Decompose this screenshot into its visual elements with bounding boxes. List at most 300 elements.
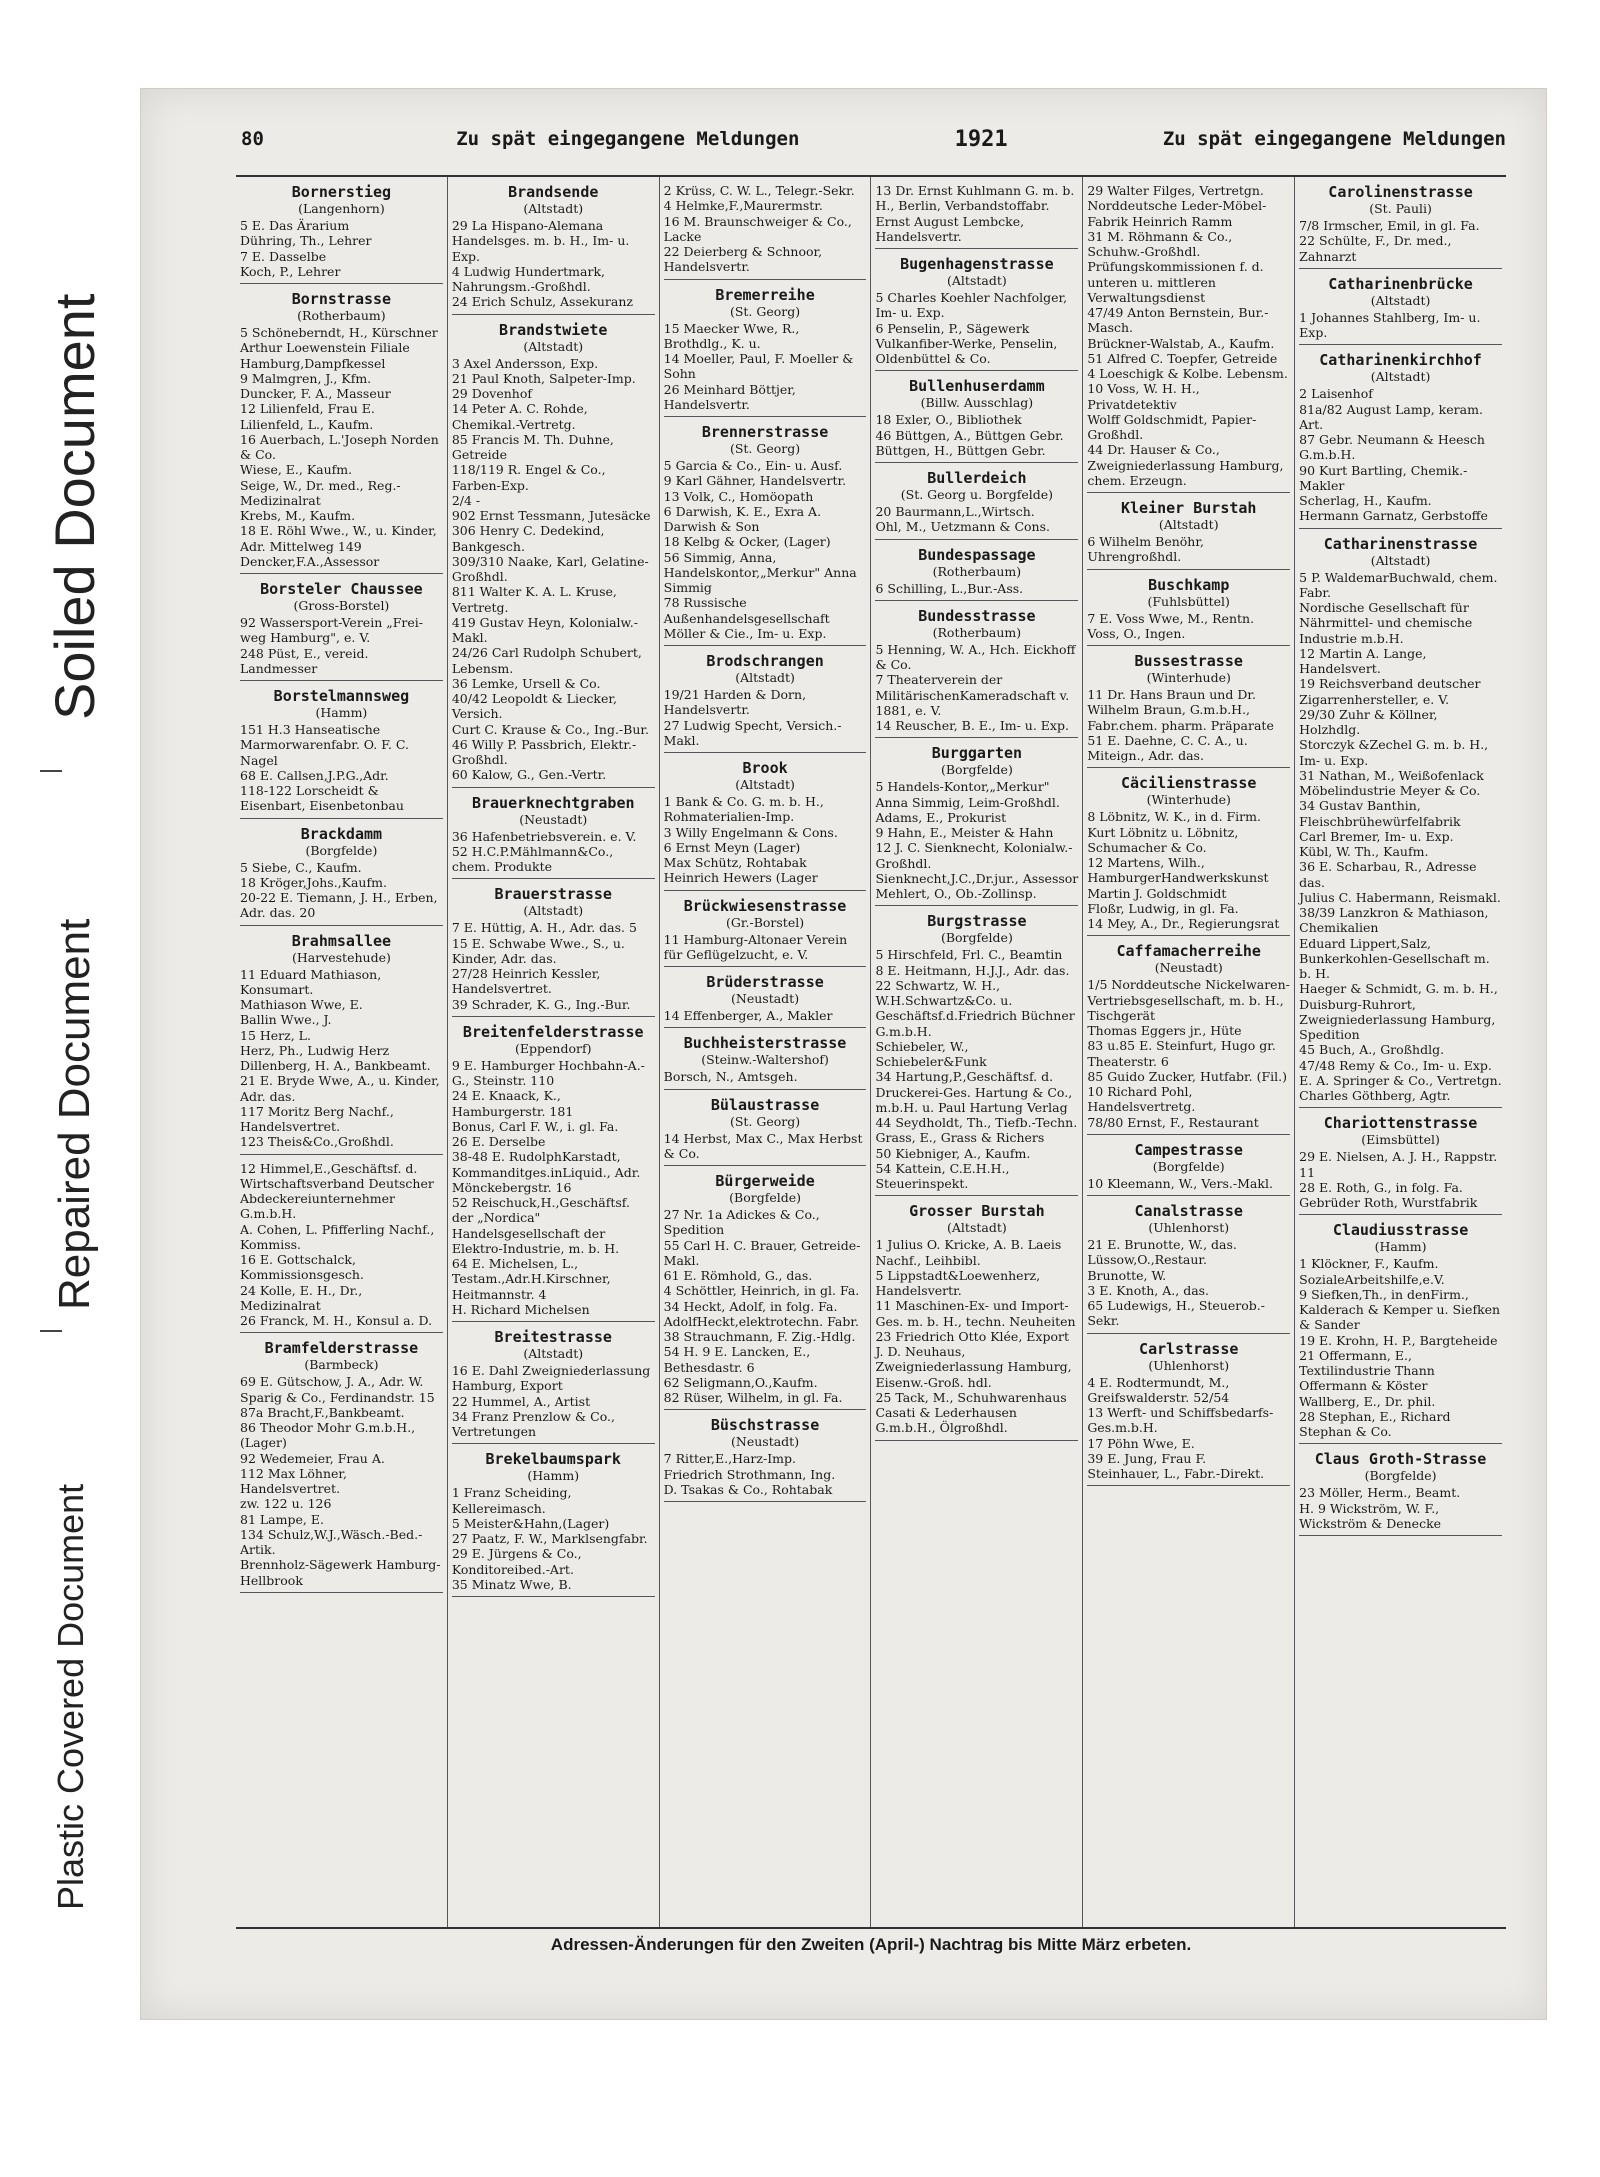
street-name: Campestrasse bbox=[1134, 1140, 1243, 1159]
directory-entry: 14 Mey, A., Dr., Regierungsrat bbox=[1087, 916, 1280, 931]
directory-entry: 46 Büttgen, A., Büttgen Gebr. bbox=[875, 427, 1064, 443]
directory-entry: 34 Gustav Banthin, Fleischbrühewürfelfabrik bbox=[1299, 798, 1461, 829]
directory-entry: 85 Guido Zucker, Hutfabr. (Fil.) bbox=[1087, 1068, 1287, 1084]
street-name: Carolinenstrasse bbox=[1328, 183, 1473, 201]
directory-entry: Voss, O., Ingen. bbox=[1087, 625, 1186, 641]
directory-entry: Norddeutsche Leder-Möbel-Fabrik Heinrich Ramm bbox=[1087, 198, 1267, 229]
street-district: (Fuhlsbüttel) bbox=[1147, 593, 1230, 609]
street-section bbox=[1299, 529, 1502, 1109]
street-district: (Uhlenhorst) bbox=[1148, 1220, 1230, 1235]
directory-entry: 92 Wassersport-Verein „Frei-weg Hamburg", e. V. bbox=[240, 615, 423, 646]
directory-entry: Casati & Lederhausen G.m.b.H., Ölgroßhdl. bbox=[875, 1405, 1017, 1436]
directory-entry: 82 Rüser, Wilhelm, in gl. Fa. bbox=[663, 1390, 843, 1405]
directory-entry: 4 Ludwig Hundertmark, Nahrungsm.-Großhdl. bbox=[451, 263, 606, 294]
directory-entry: Wallberg, E., Dr. phil. bbox=[1299, 1393, 1436, 1409]
directory-entry: 7 E. Hüttig, A. H., Adr. das. 5 bbox=[451, 920, 637, 936]
directory-entry: 14 Herbst, Max C., Max Herbst & Co. bbox=[663, 1130, 863, 1161]
directory-entry: 1 Klöckner, F., Kaufm. bbox=[1299, 1256, 1439, 1272]
directory-entry: 45 Buch, A., Großhdlg. bbox=[1299, 1042, 1445, 1058]
street-section bbox=[1299, 1444, 1502, 1536]
header-left-title: Zu spät eingegangene Meldungen bbox=[456, 128, 800, 150]
street-section bbox=[452, 315, 655, 788]
street-district: (Rotherbaum) bbox=[932, 624, 1022, 640]
directory-entry: 902 Ernst Tessmann, Jutesäcke bbox=[451, 508, 651, 523]
directory-entry: 5 Lippstadt&Loewenherz, Handelsvertr. bbox=[875, 1267, 1041, 1298]
street-district: (Neustadt) bbox=[519, 811, 588, 827]
directory-entry: 26 E. Derselbe bbox=[451, 1134, 546, 1149]
street-section bbox=[875, 738, 1078, 906]
directory-entry: 151 H.3 Hanseatische Marmorwarenfabr. O. F. C. Nagel bbox=[240, 722, 410, 768]
directory-entry: 26 Meinhard Böttjer, Handelsvertr. bbox=[663, 381, 796, 412]
street-name: Buchheisterstrasse bbox=[683, 1034, 847, 1053]
directory-entry: Borsch, N., Amtsgeh. bbox=[663, 1069, 798, 1085]
directory-entry: 13 Dr. Ernst Kuhlmann G. m. b. H., Berlin, Verbandstoffabr. bbox=[875, 183, 1075, 214]
street-district: (Borgfelde) bbox=[1364, 1468, 1437, 1484]
street-name: Bussestrasse bbox=[1134, 652, 1243, 670]
directory-entry: Sienknecht,J.C.,Dr.jur., Assessor bbox=[875, 870, 1079, 886]
street-section bbox=[875, 1196, 1078, 1440]
directory-entry: 24/26 Carl Rudolph Schubert, Lebensm. bbox=[451, 645, 642, 676]
street-district: (Altstadt) bbox=[1370, 292, 1431, 308]
directory-entry: 5 Charles Koehler Nachfolger, Im- u. Exp. bbox=[875, 290, 1068, 321]
directory-column bbox=[448, 177, 660, 1927]
directory-entry: Lilienfeld, L., Kaufm. bbox=[240, 416, 374, 432]
directory-entry: 81 Lampe, E. bbox=[240, 1511, 324, 1527]
directory-entry: 16 E. Gottschalck, Kommissionsgesch. bbox=[240, 1252, 364, 1283]
directory-entry: 47/48 Remy & Co., Im- u. Exp. bbox=[1299, 1057, 1492, 1073]
street-section bbox=[875, 906, 1078, 1196]
street-district: (St. Georg) bbox=[729, 303, 801, 319]
street-section bbox=[664, 1090, 867, 1167]
street-name: Brekelbaumspark bbox=[485, 1450, 621, 1469]
directory-entry: 7 E. Voss Wwe, M., Rentn. bbox=[1087, 610, 1255, 626]
directory-entry: 62 Seligmann,O.,Kaufm. bbox=[663, 1374, 818, 1390]
directory-entry: 36 E. Scharbau, R., Adresse das. bbox=[1299, 859, 1477, 890]
directory-entry: Bonus, Carl F. W., i. gl. Fa. bbox=[451, 1118, 619, 1134]
directory-entry: 18 E. Röhl Wwe., W., u. Kinder, Adr. Mittelweg 149 bbox=[240, 523, 437, 554]
street-section bbox=[1299, 345, 1502, 528]
street-name: Brauerstrasse bbox=[494, 885, 612, 904]
directory-entry: 13 Volk, C., Homöopath bbox=[663, 488, 814, 504]
street-district: (Winterhude) bbox=[1146, 670, 1231, 685]
street-name: Brennerstrasse bbox=[701, 423, 829, 441]
street-name: Brodschrangen bbox=[706, 652, 824, 670]
directory-entry: 12 Himmel,E.,Geschäftsf. d. Wirtschaftsverband Deutscher Abdeckereiunternehmer G.m.b.H. bbox=[240, 1160, 434, 1222]
street-district: (Gross-Borstel) bbox=[293, 598, 390, 613]
directory-entry: 3 Axel Andersson, Exp. bbox=[451, 355, 599, 371]
directory-entry: 60 Kalow, G., Gen.-Vertr. bbox=[451, 767, 607, 783]
street-name: Canalstrasse bbox=[1134, 1202, 1243, 1220]
directory-entry: 7 Theaterverein der MilitärischenKameradschaft v. 1881, e. V. bbox=[875, 672, 1070, 718]
street-district: (Harvestehude) bbox=[291, 949, 391, 965]
soiled-document-label: Soiled Document bbox=[43, 293, 106, 720]
street-district: (Billw. Ausschlag) bbox=[920, 395, 1034, 411]
street-district: (Langenhorn) bbox=[298, 201, 385, 216]
directory-entry: Nordische Gesellschaft für Nährmittel- und chemische Industrie m.b.H. bbox=[1299, 600, 1473, 646]
street-district: (Eimsbüttel) bbox=[1361, 1132, 1440, 1148]
directory-entry: 23 Möller, Herm., Beamt. bbox=[1299, 1485, 1461, 1501]
street-district: (St. Georg u. Borgfelde) bbox=[900, 487, 1054, 502]
directory-entry: Prüfungskommissionen f. d. unteren u. mittleren Verwaltungsdienst bbox=[1087, 259, 1264, 305]
street-section bbox=[1087, 768, 1290, 936]
directory-entry: 10 Richard Pohl, Handelsvertretg. bbox=[1087, 1084, 1196, 1115]
street-section bbox=[452, 1017, 655, 1322]
directory-entry: Gebrüder Roth, Wurstfabrik bbox=[1299, 1195, 1478, 1210]
street-section bbox=[875, 177, 1078, 249]
directory-entry: 20 Baurmann,L.,Wirtsch. bbox=[875, 504, 1035, 519]
street-name: Bülaustrasse bbox=[710, 1095, 820, 1114]
directory-entry: 52 Reischuck,H.,Geschäftsf. der „Nordica" Handelsgesellschaft der Elektro-Industrie, m. b. H. bbox=[451, 1195, 630, 1256]
street-name: Burggarten bbox=[931, 744, 1023, 763]
directory-entry: 3 E. Knoth, A., das. bbox=[1087, 1282, 1210, 1298]
directory-entry: 15 Herz, L. bbox=[240, 1027, 311, 1043]
directory-column bbox=[236, 177, 448, 1927]
directory-columns bbox=[236, 175, 1506, 1927]
street-district: (St. Pauli) bbox=[1369, 201, 1432, 216]
street-section bbox=[875, 371, 1078, 463]
street-name: Claudiusstrasse bbox=[1332, 1221, 1469, 1240]
directory-entry: 65 Ludewigs, H., Steuerob.-Sekr. bbox=[1087, 1298, 1265, 1329]
directory-entry: 19/21 Harden & Dorn, Handelsvertr. bbox=[663, 687, 807, 718]
directory-entry: Lüssow,O.,Restaur. bbox=[1087, 1252, 1207, 1268]
street-district: (Altstadt) bbox=[523, 1346, 584, 1361]
label-divider bbox=[40, 1330, 62, 1332]
directory-entry: 44 Seydholdt, Th., Tiefb.-Techn. bbox=[875, 1115, 1078, 1130]
directory-entry: Mehlert, O., Ob.-Zollinsp. bbox=[875, 886, 1037, 901]
directory-entry: AdolfHeckt,elektrotechn. Fabr. bbox=[663, 1313, 859, 1329]
directory-entry: 419 Gustav Heyn, Kolonialw.-Makl. bbox=[451, 614, 638, 645]
directory-entry: 112 Max Löhner, Handelsvertret. bbox=[240, 1465, 348, 1496]
directory-entry: 22 Schwartz, W. H., W.H.Schwartz&Co. u. Geschäftsf.d.Friedrich Büchner G.m.b.H. bbox=[875, 977, 1075, 1039]
directory-entry: 2/4 - bbox=[451, 492, 481, 508]
header-right-title: Zu spät eingegangene Meldungen bbox=[1162, 128, 1506, 150]
directory-entry: 5 P. WaldemarBuchwald, chem. Fabr. bbox=[1299, 569, 1498, 600]
directory-column bbox=[660, 177, 872, 1927]
directory-entry: Scherlag, H., Kaufm. bbox=[1299, 493, 1432, 508]
directory-entry: 87 Gebr. Neumann & Heesch G.m.b.H. bbox=[1299, 432, 1485, 463]
directory-entry: 44 Dr. Hauser & Co., Zweigniederlassung Hamburg, chem. Erzeugn. bbox=[1087, 442, 1284, 488]
directory-entry: 56 Simmig, Anna, Handelskontor,„Merkur" Anna Simmig bbox=[663, 549, 857, 595]
directory-entry: 31 M. Röhmann & Co., Schuhw.-Großhdl. bbox=[1087, 228, 1233, 259]
directory-entry: 40/42 Leopoldt & Liecker, Versich. bbox=[451, 691, 617, 722]
street-section bbox=[664, 280, 867, 418]
street-section bbox=[240, 1155, 443, 1334]
street-name: Burgstrasse bbox=[927, 912, 1027, 931]
street-name: Catharinenstrasse bbox=[1323, 534, 1478, 553]
directory-entry: 4 Schöttler, Heinrich, in gl. Fa. bbox=[663, 1283, 860, 1299]
directory-entry: 78 Russische Außenhandelsgesellschaft Möller & Cie., Im- u. Exp. bbox=[663, 595, 830, 641]
directory-entry: A. Cohen, L. Pfifferling Nachf., Kommiss. bbox=[240, 1221, 435, 1252]
directory-entry: Haeger & Schmidt, G. m. b. H., Duisburg-Ruhrort, Zweigniederlassung Hamburg, Spedition bbox=[1299, 981, 1498, 1042]
directory-entry: 22 Deierberg & Schnoor, Handelsvertr. bbox=[663, 244, 823, 275]
street-section bbox=[1299, 1108, 1502, 1215]
directory-entry: Koch, P., Lehrer bbox=[240, 263, 341, 279]
page-footer bbox=[236, 1927, 1506, 1961]
street-district: (Hamm) bbox=[315, 705, 368, 720]
directory-entry: 18 Kröger,Johs.,Kaufm. bbox=[240, 874, 387, 890]
street-name: Borstelmannsweg bbox=[273, 687, 410, 705]
street-name: Carlstrasse bbox=[1139, 1339, 1239, 1358]
street-district: (Borgfelde) bbox=[729, 1190, 801, 1205]
directory-entry: 10 Voss, W. H. H., Privatdetektiv bbox=[1087, 381, 1200, 412]
directory-entry: Duncker, F. A., Masseur bbox=[240, 386, 391, 401]
directory-entry: Thomas Eggers jr., Hüte bbox=[1087, 1023, 1242, 1038]
directory-entry: Adams, E., Prokurist bbox=[875, 809, 1007, 825]
directory-entry: 16 Auerbach, L.'Joseph Norden & Co. bbox=[240, 431, 439, 462]
street-section bbox=[240, 1333, 443, 1593]
directory-entry: 9 Siefken,Th., in denFirm., Kalderach & Kemper u. Siefken & Sander bbox=[1299, 1286, 1501, 1333]
directory-entry: 92 Wedemeier, Frau A. bbox=[240, 1450, 385, 1466]
directory-entry: 5 Garcia & Co., Ein- u. Ausf. bbox=[663, 458, 843, 473]
street-section bbox=[240, 681, 443, 819]
directory-entry: Brückner-Walstab, A., Kaufm. bbox=[1087, 335, 1275, 351]
directory-entry: 5 Schöneberndt, H., Kürschner bbox=[240, 325, 438, 340]
directory-entry: 27 Nr. 1a Adickes & Co., Spedition bbox=[663, 1207, 820, 1238]
directory-entry: Storczyk &Zechel G. m. b. H., Im- u. Exp. bbox=[1299, 737, 1489, 768]
directory-entry: 25 Tack, M., Schuhwarenhaus bbox=[875, 1389, 1067, 1405]
directory-entry: Büttgen, H., Büttgen Gebr. bbox=[875, 442, 1046, 458]
street-district: (Barmbeck) bbox=[304, 1357, 379, 1373]
street-district: (Altstadt) bbox=[735, 777, 795, 792]
street-section bbox=[664, 753, 867, 891]
directory-entry: 22 Schülte, F., Dr. med., Zahnarzt bbox=[1299, 233, 1452, 264]
street-district: (Altstadt) bbox=[947, 273, 1007, 288]
directory-entry: 29 La Hispano-Alemana Handelsges. m. b. H., Im- u. Exp. bbox=[451, 218, 630, 264]
directory-entry: Brennholz-Sägewerk Hamburg-Hellbrook bbox=[240, 1557, 441, 1588]
directory-entry: 18 Kelbg & Ocker, (Lager) bbox=[663, 534, 831, 550]
directory-entry: 34 Heckt, Adolf, in folg. Fa. bbox=[663, 1298, 838, 1314]
directory-entry: H. 9 Wickström, W. F., Wickström & Denecke bbox=[1299, 1500, 1442, 1531]
street-section bbox=[1087, 1135, 1290, 1196]
directory-entry: 15 Maecker Wwe, R., Brothdlg., K. u. bbox=[663, 320, 800, 351]
directory-entry: 21 Offermann, E., Textilindustrie Thann Offermann & Köster bbox=[1299, 1347, 1435, 1394]
directory-entry: Charles Göthberg, Agtr. bbox=[1299, 1088, 1451, 1103]
directory-entry: 54 Kattein, C.E.H.H., Steuerinspekt. bbox=[875, 1160, 1010, 1191]
street-name: Brauerknechtgraben bbox=[471, 793, 635, 812]
street-section bbox=[240, 177, 443, 284]
street-section bbox=[1299, 269, 1502, 346]
directory-entry: Friedrich Strothmann, Ing. bbox=[663, 1466, 836, 1482]
directory-entry: 14 Moeller, Paul, F. Moeller & Sohn bbox=[663, 351, 854, 382]
street-name: Büschstrasse bbox=[710, 1416, 820, 1435]
street-section bbox=[875, 463, 1078, 540]
street-district: (Neustadt) bbox=[731, 991, 800, 1006]
directory-entry: 18 Exler, O., Bibliothek bbox=[875, 412, 1022, 428]
street-section bbox=[1087, 177, 1290, 493]
directory-entry: 51 E. Daehne, C. C. A., u. Miteign., Adr. das. bbox=[1087, 732, 1248, 763]
street-section bbox=[1087, 570, 1290, 647]
directory-entry: 36 Lemke, Ursell & Co. bbox=[451, 675, 601, 691]
directory-entry: 5 Meister&Hahn,(Lager) bbox=[451, 1515, 610, 1531]
street-section bbox=[664, 1410, 867, 1502]
directory-entry: 4 Helmke,F.,Maurermstr. bbox=[663, 198, 823, 214]
page-header bbox=[241, 121, 1506, 157]
directory-entry: Max Schütz, Rohtabak bbox=[663, 855, 807, 870]
street-section bbox=[1087, 936, 1290, 1135]
directory-entry: 39 E. Jung, Frau F. bbox=[1087, 1450, 1207, 1466]
directory-entry: 12 J. C. Sienknecht, Kolonialw.-Großhdl. bbox=[875, 840, 1073, 871]
directory-entry: 23 Friedrich Otto Klée, Export bbox=[875, 1328, 1069, 1344]
directory-entry: 22 Hummel, A., Artist bbox=[451, 1393, 591, 1409]
directory-entry: Wiese, E., Kaufm. bbox=[240, 462, 353, 478]
street-section bbox=[875, 540, 1078, 601]
directory-entry: 6 Ernst Meyn (Lager) bbox=[663, 839, 801, 855]
directory-entry: 27 Ludwig Specht, Versich.-Makl. bbox=[663, 717, 842, 748]
directory-entry: 811 Walter K. A. L. Kruse, Vertretg. bbox=[451, 584, 617, 615]
directory-entry: 17 Pöhn Wwe, E. bbox=[1087, 1435, 1195, 1451]
directory-entry: 5 Hirschfeld, Frl. C., Beamtin bbox=[875, 947, 1063, 963]
directory-entry: Schiebeler, W., Schiebeler&Funk bbox=[875, 1038, 987, 1069]
street-name: Kleiner Burstah bbox=[1120, 499, 1257, 517]
street-district: (Steinw.-Waltershof) bbox=[701, 1052, 829, 1068]
street-name: Cäcilienstrasse bbox=[1120, 774, 1257, 793]
directory-entry: 9 Hahn, E., Meister & Hahn bbox=[875, 825, 1054, 840]
street-name: Bornstrasse bbox=[291, 290, 392, 308]
directory-entry: 26 Franck, M. H., Konsul a. D. bbox=[240, 1313, 433, 1328]
directory-entry: Brunotte, W. bbox=[1087, 1267, 1167, 1283]
directory-entry: 21 Paul Knoth, Salpeter-Imp. bbox=[451, 370, 636, 386]
street-section bbox=[452, 788, 655, 880]
repaired-document-label: Repaired Document bbox=[50, 918, 99, 1310]
street-district: (Borgfelde) bbox=[1152, 1158, 1225, 1174]
street-section bbox=[664, 891, 867, 968]
directory-entry: 21 E. Bryde Wwe, A., u. Kinder, Adr. das. bbox=[240, 1073, 440, 1104]
directory-entry: 9 Malmgren, J., Kfm. bbox=[240, 370, 372, 386]
directory-entry: Ernst August Lembcke, Handelsvertr. bbox=[875, 213, 1025, 244]
directory-entry: 15 E. Schwabe Wwe., S., u. Kinder, Adr. das. bbox=[451, 935, 625, 966]
directory-entry: 1/5 Norddeutsche Nickelwaren-Vertriebsgesellschaft, m. b. H., Tischgerät bbox=[1087, 977, 1290, 1023]
directory-entry: Arthur Loewenstein Filiale Hamburg,Dampfkessel bbox=[240, 340, 410, 371]
directory-entry: 14 Effenberger, A., Makler bbox=[663, 1008, 833, 1023]
street-district: (Gr.-Borstel) bbox=[726, 914, 805, 930]
directory-entry: 21 E. Brunotte, W., das. bbox=[1087, 1237, 1237, 1252]
directory-entry: J. D. Neuhaus, Zweigniederlassung Hamburg, Eisenw.-Groß. hdl. bbox=[875, 1344, 1072, 1390]
directory-entry: 12 Martens, Wilh., HamburgerHandwerkskunst Martin J. Goldschmidt bbox=[1087, 855, 1269, 901]
street-name: Borsteler Chaussee bbox=[260, 580, 423, 598]
directory-entry: 123 Theis&Co.,Großhdl. bbox=[240, 1134, 394, 1150]
street-section bbox=[664, 417, 867, 646]
label-divider bbox=[40, 770, 62, 772]
street-district: (Rotherbaum) bbox=[932, 563, 1022, 579]
directory-entry: zw. 122 u. 126 bbox=[240, 1496, 332, 1512]
directory-entry: 19 Reichsverband deutscher Zigarrenhersteller, e. V. bbox=[1299, 676, 1481, 707]
street-name: Chariottenstrasse bbox=[1323, 1114, 1478, 1133]
directory-column bbox=[1295, 177, 1506, 1927]
street-district: (Altstadt) bbox=[1370, 369, 1431, 385]
street-section bbox=[452, 177, 655, 315]
street-section bbox=[1087, 493, 1290, 570]
street-section bbox=[1087, 1196, 1290, 1334]
directory-entry: Ballin Wwe., J. bbox=[240, 1012, 332, 1028]
directory-entry: 64 E. Michelsen, L., Testam.,Adr.H.Kirschner, Heitmannstr. 4 bbox=[451, 1256, 611, 1302]
directory-entry: 29 Walter Filges, Vertretgn. bbox=[1087, 183, 1264, 198]
directory-entry: Mathiason Wwe, E. bbox=[240, 997, 363, 1012]
directory-entry: 248 Püst, E., vereid. Landmesser bbox=[240, 645, 369, 676]
street-district: (Winterhude) bbox=[1146, 792, 1231, 808]
directory-entry: Kübl, W. Th., Kaufm. bbox=[1299, 844, 1429, 859]
street-district: (Altstadt) bbox=[523, 338, 584, 354]
directory-entry: 12 Martin A. Lange, Handelsvert. bbox=[1299, 645, 1427, 676]
directory-entry: 46 Willy P. Passbrich, Elektr.-Großhdl. bbox=[451, 736, 637, 767]
directory-entry: 7 E. Dasselbe bbox=[240, 248, 327, 264]
directory-entry: 81a/82 August Lamp, keram. Art. bbox=[1299, 401, 1483, 432]
directory-entry: 31 Nathan, M., Weißofenlack Möbelindustrie Meyer & Co. bbox=[1299, 767, 1484, 798]
directory-entry: 118/119 R. Engel & Co., Farben-Exp. bbox=[451, 462, 606, 493]
directory-entry: 90 Kurt Bartling, Chemik.-Makler bbox=[1299, 462, 1468, 493]
street-district: (Borgfelde) bbox=[940, 930, 1013, 946]
street-section bbox=[1087, 1334, 1290, 1487]
directory-entry: 2 Laisenhof bbox=[1299, 386, 1373, 402]
street-name: Catharinenkirchhof bbox=[1319, 351, 1482, 370]
directory-entry: 35 Minatz Wwe, B. bbox=[451, 1576, 572, 1592]
directory-entry: 28 Stephan, E., Richard Stephan & Co. bbox=[1299, 1408, 1451, 1439]
street-section bbox=[240, 284, 443, 574]
directory-entry: 13 Werft- und Schiffsbedarfs-Ges.m.b.H. bbox=[1087, 1405, 1274, 1436]
street-name: Bullenhuserdamm bbox=[909, 377, 1045, 396]
directory-entry: Herz, Ph., Ludwig Herz bbox=[240, 1042, 390, 1058]
directory-entry: 52 H.C.P.Mählmann&Co., chem. Produkte bbox=[451, 843, 614, 874]
directory-entry: 86 Theodor Mohr G.m.b.H., (Lager) bbox=[240, 1420, 416, 1451]
street-name: Brook bbox=[742, 759, 788, 777]
street-name: Bugenhagenstrasse bbox=[900, 255, 1054, 273]
directory-entry: 5 Siebe, C., Kaufm. bbox=[240, 859, 362, 875]
directory-entry: 5 Handels-Kontor,„Merkur" Anna Simmig, Leim-Großhdl. bbox=[875, 779, 1060, 810]
directory-entry: Hermann Garnatz, Gerbstoffe bbox=[1299, 508, 1488, 524]
directory-entry: Krebs, M., Kaufm. bbox=[240, 508, 356, 523]
street-section bbox=[452, 1444, 655, 1597]
directory-entry: 55 Carl H. C. Brauer, Getreide-Makl. bbox=[663, 1237, 861, 1268]
directory-entry: 4 E. Rodtermundt, M., Greifswalderstr. 52/54 bbox=[1087, 1374, 1230, 1405]
directory-entry: 9 Karl Gähner, Handelsvertr. bbox=[663, 473, 847, 489]
directory-entry: Floßr, Ludwig, in gl. Fa. bbox=[1087, 900, 1239, 916]
street-section bbox=[452, 1322, 655, 1444]
street-section bbox=[240, 926, 443, 1155]
directory-column bbox=[871, 177, 1083, 1927]
directory-entry: 14 Peter A. C. Rohde, Chemikal.-Vertretg. bbox=[451, 401, 588, 432]
directory-entry: 61 E. Römhold, G., das. bbox=[663, 1268, 813, 1283]
directory-entry: 87a Bracht,F.,Bankbeamt. bbox=[240, 1404, 405, 1420]
street-name: Bundesstrasse bbox=[918, 606, 1036, 625]
directory-entry: 39 Schrader, K. G., Ing.-Bur. bbox=[451, 996, 631, 1012]
directory-entry: 38 Strauchmann, F. Zig.-Hdlg. bbox=[663, 1329, 856, 1344]
street-district: (Neustadt) bbox=[1154, 960, 1223, 976]
street-district: (St. Georg) bbox=[729, 1113, 801, 1129]
directory-entry: H. Richard Michelsen bbox=[451, 1301, 590, 1317]
directory-entry: 5 E. Das Ärarium bbox=[240, 218, 350, 233]
directory-entry: 51 Alfred C. Toepfer, Getreide bbox=[1087, 350, 1278, 366]
directory-entry: 309/310 Naake, Karl, Gelatine-Großhdl. bbox=[451, 553, 649, 584]
street-name: Buschkamp bbox=[1148, 575, 1230, 594]
directory-entry: 11 Dr. Hans Braun und Dr. Wilhelm Braun, G.m.b.H., Fabr.chem. pharm. Präparate bbox=[1087, 687, 1274, 733]
directory-entry: 1 Bank & Co. G. m. b. H., Rohmaterialien-Imp. bbox=[663, 794, 824, 825]
street-district: (Altstadt) bbox=[1370, 552, 1431, 568]
street-name: Brackdamm bbox=[300, 824, 383, 843]
directory-entry: 117 Moritz Berg Nachf., Handelsvertret. bbox=[240, 1103, 394, 1134]
directory-entry: 27/28 Heinrich Kessler, Handelsvertret. bbox=[451, 966, 601, 997]
street-name: Bremerreihe bbox=[715, 285, 815, 304]
street-name: Brückwiesenstrasse bbox=[683, 896, 847, 915]
directory-entry: 6 Penselin, P., Sägewerk bbox=[875, 320, 1030, 336]
directory-entry: 24 Erich Schulz, Assekuranz bbox=[451, 294, 633, 310]
directory-entry: Curt C. Krause & Co., Ing.-Bur. bbox=[451, 721, 649, 737]
directory-entry: 27 Paatz, F. W., Marklsengfabr. bbox=[451, 1531, 648, 1546]
directory-entry: 306 Henry C. Dedekind, Bankgesch. bbox=[451, 523, 605, 554]
directory-entry: Vulkanfiber-Werke, Penselin, Oldenbüttel & Co. bbox=[875, 335, 1058, 366]
directory-entry: 134 Schulz,W.J.,Wäsch.-Bed.-Artik. bbox=[240, 1526, 423, 1557]
directory-entry: 3 Willy Engelmann & Cons. bbox=[663, 824, 838, 840]
directory-entry: 7/8 Irmscher, Emil, in gl. Fa. bbox=[1299, 218, 1480, 233]
directory-entry: 11 Maschinen-Ex- und Import-Ges. m. b. H., techn. Neuheiten bbox=[875, 1298, 1076, 1329]
